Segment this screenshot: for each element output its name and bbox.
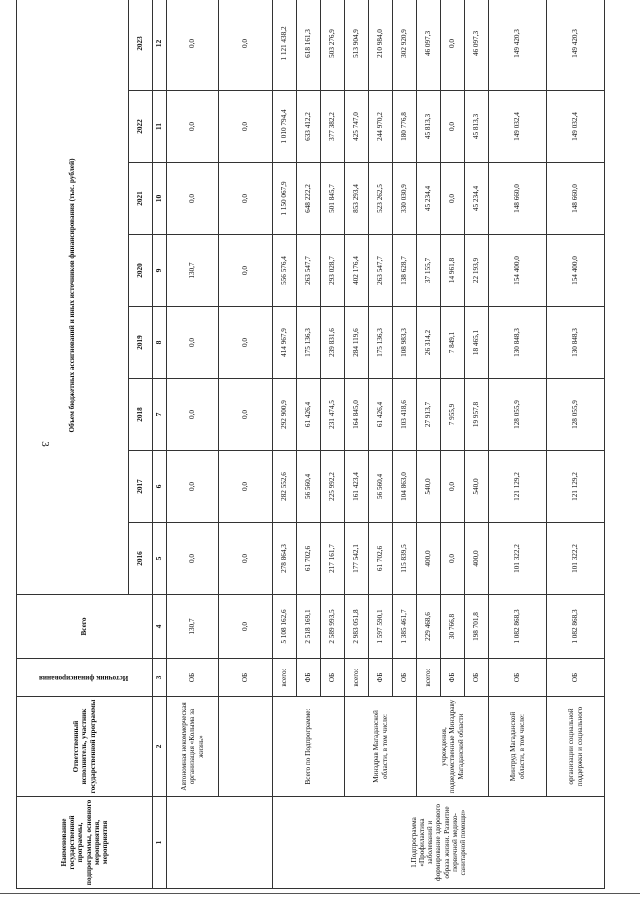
source-cell: ОБ (167, 659, 219, 697)
total-cell: 2 983 051,8 (345, 595, 369, 659)
value-cell: 108 983,3 (393, 307, 417, 379)
value-cell: 45 234,4 (417, 163, 441, 235)
executor-cell: учреждения, подведомственные Минздраву Магаданской области (417, 697, 489, 797)
value-cell: 56 560,4 (369, 451, 393, 523)
year-cell: 2016 (129, 523, 153, 595)
header-row (17, 0, 129, 889)
column-number: 12 (153, 0, 167, 91)
total-cell: 1 385 461,7 (393, 595, 417, 659)
value-cell: 46 097,3 (417, 0, 441, 91)
value-cell: 278 864,3 (273, 523, 297, 595)
value-cell: 27 913,7 (417, 379, 441, 451)
program-cell-empty (167, 797, 273, 889)
source-cell: ОБ (219, 659, 273, 697)
value-cell: 0,0 (219, 91, 273, 163)
total-cell: 1 597 590,1 (369, 595, 393, 659)
table-row (219, 0, 273, 889)
value-cell: 130,7 (167, 235, 219, 307)
table-row (167, 0, 219, 889)
value-cell: 0,0 (167, 523, 219, 595)
executor-cell: Всего по Подпрограмме: (273, 697, 345, 797)
value-cell: 284 119,6 (345, 307, 369, 379)
value-cell: 130 848,3 (547, 307, 605, 379)
value-cell: 302 920,9 (393, 0, 417, 91)
executor-cell: Минздрав Магаданской области, в том числе: (345, 697, 417, 797)
value-cell: 540,0 (417, 451, 441, 523)
value-cell: 61 426,4 (297, 379, 321, 451)
executor-cell (219, 697, 273, 797)
value-cell: 61 702,6 (369, 523, 393, 595)
value-cell: 400,0 (417, 523, 441, 595)
source-cell: ОБ (393, 659, 417, 697)
source-cell: ФБ (369, 659, 393, 697)
column-number: 3 (153, 659, 167, 697)
value-cell: 45 813,3 (465, 91, 489, 163)
total-cell: 130,7 (167, 595, 219, 659)
value-cell: 0,0 (441, 163, 465, 235)
column-number: 5 (153, 523, 167, 595)
column-number: 9 (153, 235, 167, 307)
value-cell: 22 193,9 (465, 235, 489, 307)
header-financing: Объем бюджетных ассигнований и иных источников финансирования (тыс. рублей) (17, 0, 129, 595)
value-cell: 175 136,3 (369, 307, 393, 379)
value-cell: 263 547,7 (297, 235, 321, 307)
value-cell: 503 276,9 (321, 0, 345, 91)
value-cell: 46 097,3 (465, 0, 489, 91)
value-cell: 101 322,2 (547, 523, 605, 595)
source-cell: ОБ (321, 659, 345, 697)
table-row (273, 0, 297, 889)
value-cell: 45 234,4 (465, 163, 489, 235)
value-cell: 648 222,2 (297, 163, 321, 235)
value-cell: 523 262,5 (369, 163, 393, 235)
value-cell: 425 747,0 (345, 91, 369, 163)
value-cell: 154 400,0 (489, 235, 547, 307)
value-cell: 130 848,3 (489, 307, 547, 379)
value-cell: 0,0 (441, 523, 465, 595)
value-cell: 292 900,9 (273, 379, 297, 451)
total-cell: 229 468,6 (417, 595, 441, 659)
value-cell: 175 136,3 (297, 307, 321, 379)
value-cell: 0,0 (219, 523, 273, 595)
value-cell: 225 992,2 (321, 451, 345, 523)
value-cell: 0,0 (219, 235, 273, 307)
table-row (547, 0, 605, 889)
source-cell: всего: (417, 659, 441, 697)
header-source-text: Источник финансирования (38, 673, 128, 682)
executor-cell: организации социальной поддержки и социального (547, 697, 605, 797)
value-cell: 149 032,4 (489, 91, 547, 163)
value-cell: 0,0 (441, 451, 465, 523)
value-cell: 231 474,5 (321, 379, 345, 451)
value-cell: 400,0 (465, 523, 489, 595)
page-number: 3 (38, 441, 51, 447)
value-cell: 513 904,9 (345, 0, 369, 91)
value-cell: 244 970,2 (369, 91, 393, 163)
value-cell: 556 576,4 (273, 235, 297, 307)
value-cell: 0,0 (167, 379, 219, 451)
value-cell: 121 129,2 (489, 451, 547, 523)
year-cell: 2021 (129, 163, 153, 235)
value-cell: 414 967,9 (273, 307, 297, 379)
year-cell: 2018 (129, 379, 153, 451)
value-cell: 148 660,0 (489, 163, 547, 235)
value-cell: 7 849,1 (441, 307, 465, 379)
value-cell: 14 961,8 (441, 235, 465, 307)
value-cell: 101 322,2 (489, 523, 547, 595)
value-cell: 210 984,0 (369, 0, 393, 91)
value-cell: 618 161,3 (297, 0, 321, 91)
value-cell: 377 382,2 (321, 91, 345, 163)
value-cell: 19 957,8 (465, 379, 489, 451)
value-cell: 282 552,6 (273, 451, 297, 523)
value-cell: 26 314,2 (417, 307, 441, 379)
value-cell: 164 845,0 (345, 379, 369, 451)
value-cell: 1 010 794,4 (273, 91, 297, 163)
value-cell: 263 547,7 (369, 235, 393, 307)
value-cell: 0,0 (167, 91, 219, 163)
value-cell: 61 702,6 (297, 523, 321, 595)
value-cell: 501 845,7 (321, 163, 345, 235)
subprogram-name: 1.Подпрограмма «Профилактика заболеваний и формирование здорового образа жизни. Развитие первичной медико-санитарной помощи» (273, 797, 605, 889)
value-cell: 239 831,6 (321, 307, 345, 379)
value-cell: 0,0 (219, 379, 273, 451)
year-cell: 2017 (129, 451, 153, 523)
value-cell: 103 418,6 (393, 379, 417, 451)
value-cell: 293 028,7 (321, 235, 345, 307)
header-executor: Ответственный исполнитель, участник государственной программы (17, 697, 153, 797)
value-cell: 180 776,8 (393, 91, 417, 163)
value-cell: 149 032,4 (547, 91, 605, 163)
table-row (417, 0, 441, 889)
value-cell: 0,0 (219, 0, 273, 91)
header-total: Всего (17, 595, 153, 659)
executor-cell: Автономная некоммерческая организация «Колыма за жизнь» (167, 697, 219, 797)
executor-cell: Минтруд Магаданской области, в том числе: (489, 697, 547, 797)
value-cell: 18 465,1 (465, 307, 489, 379)
value-cell: 540,0 (465, 451, 489, 523)
total-cell: 5 108 162,6 (273, 595, 297, 659)
value-cell: 0,0 (219, 163, 273, 235)
table-row (345, 0, 369, 889)
column-number: 10 (153, 163, 167, 235)
value-cell: 0,0 (167, 163, 219, 235)
year-cell: 2020 (129, 235, 153, 307)
total-cell: 198 701,8 (465, 595, 489, 659)
header-program: Наименование государственной программы, подпрограммы, основного мероприятия, мероприятия (17, 797, 153, 889)
value-cell: 330 030,9 (393, 163, 417, 235)
value-cell: 0,0 (167, 0, 219, 91)
column-number: 6 (153, 451, 167, 523)
value-cell: 148 660,0 (547, 163, 605, 235)
total-cell: 1 082 868,3 (547, 595, 605, 659)
value-cell: 115 839,5 (393, 523, 417, 595)
value-cell: 149 420,3 (547, 0, 605, 91)
value-cell: 161 423,4 (345, 451, 369, 523)
value-cell: 121 129,2 (547, 451, 605, 523)
year-cell: 2023 (129, 0, 153, 91)
value-cell: 0,0 (167, 451, 219, 523)
value-cell: 0,0 (441, 0, 465, 91)
value-cell: 128 055,9 (489, 379, 547, 451)
column-number: 8 (153, 307, 167, 379)
column-number: 4 (153, 595, 167, 659)
source-cell: ОБ (465, 659, 489, 697)
financing-table (16, 0, 605, 889)
value-cell: 633 412,2 (297, 91, 321, 163)
value-cell: 0,0 (219, 451, 273, 523)
value-cell: 149 420,3 (489, 0, 547, 91)
source-cell: ОБ (489, 659, 547, 697)
total-cell: 2 589 993,5 (321, 595, 345, 659)
total-cell: 0,0 (219, 595, 273, 659)
value-cell: 0,0 (441, 91, 465, 163)
value-cell: 217 161,7 (321, 523, 345, 595)
value-cell: 104 863,0 (393, 451, 417, 523)
value-cell: 138 628,7 (393, 235, 417, 307)
value-cell: 0,0 (219, 307, 273, 379)
column-number: 7 (153, 379, 167, 451)
total-cell: 2 518 169,1 (297, 595, 321, 659)
year-cell: 2022 (129, 91, 153, 163)
value-cell: 177 542,1 (345, 523, 369, 595)
column-numbers-row (153, 0, 167, 889)
source-cell: ФБ (441, 659, 465, 697)
value-cell: 37 155,7 (417, 235, 441, 307)
source-cell: ОБ (547, 659, 605, 697)
value-cell: 56 560,4 (297, 451, 321, 523)
value-cell: 402 176,4 (345, 235, 369, 307)
value-cell: 128 055,9 (547, 379, 605, 451)
total-cell: 30 766,8 (441, 595, 465, 659)
value-cell: 853 293,4 (345, 163, 369, 235)
column-number: 11 (153, 91, 167, 163)
source-cell: ФБ (297, 659, 321, 697)
value-cell: 61 426,4 (369, 379, 393, 451)
source-cell: всего: (345, 659, 369, 697)
column-number: 1 (153, 797, 167, 889)
value-cell: 7 955,9 (441, 379, 465, 451)
value-cell: 1 150 067,9 (273, 163, 297, 235)
table-row (489, 0, 547, 889)
year-cell: 2019 (129, 307, 153, 379)
total-cell: 1 082 868,3 (489, 595, 547, 659)
page-bottom-rule (0, 893, 640, 894)
value-cell: 0,0 (167, 307, 219, 379)
value-cell: 154 400,0 (547, 235, 605, 307)
column-number: 2 (153, 697, 167, 797)
source-cell: всего: (273, 659, 297, 697)
value-cell: 45 813,3 (417, 91, 441, 163)
value-cell: 1 121 438,2 (273, 0, 297, 91)
header-source (17, 659, 153, 697)
rotated-page (16, 17, 584, 889)
